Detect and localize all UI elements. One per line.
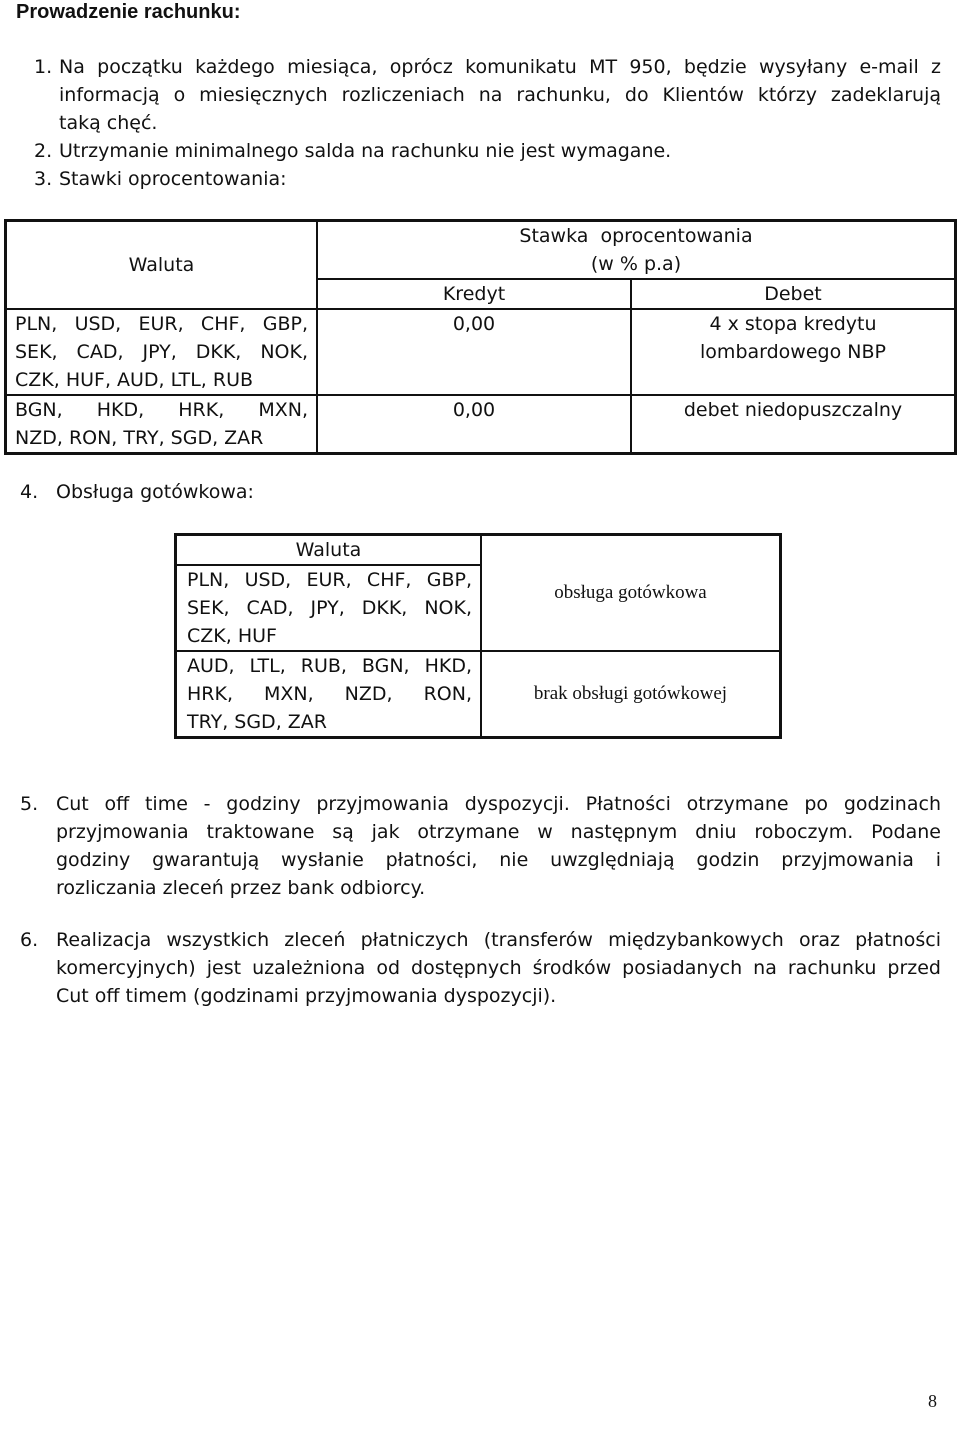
list-item-text — [56, 926, 941, 1010]
text-line: Na początku każdego miesiąca, oprócz komunikatu MT 950, będzie wysyłany e-mail z — [59, 56, 941, 78]
debit-line: lombardowego NBP — [700, 341, 886, 363]
currency-line: CZK, HUF, AUD, LTL, RUB — [15, 369, 254, 391]
rate-header — [317, 221, 956, 280]
text-line: godziny gwarantują wysłanie płatności, nie uwzględniają godzin przyjmowania i — [56, 849, 941, 871]
currency-header — [6, 221, 318, 310]
credit-cell: 0,00 — [317, 309, 631, 395]
text-line: przyjmowania traktowane są jak otrzymane w następnym dniu roboczym. Podane — [56, 821, 941, 843]
text-line: informacją o miesięcznych rozliczeniach na rachunku, do Klientów którzy zadeklarują — [59, 84, 941, 106]
service-cell: brak obsługi gotówkowej — [481, 651, 781, 738]
text-line: Cut off timem (godzinami przyjmowania dyspozycji). — [56, 985, 557, 1007]
text-line: komercyjnych) jest uzależniona od dostępnych środków posiadanych na rachunku przed — [56, 957, 941, 979]
currency-line: SEK, CAD, JPY, DKK, NOK, — [15, 341, 308, 363]
rate-header-line: Stawka oprocentowania — [519, 225, 753, 247]
service-cell: obsługa gotówkowa — [481, 535, 781, 652]
credit-header: Kredyt — [317, 279, 631, 309]
list-item-number: 2. — [34, 140, 53, 162]
page-number: 8 — [928, 1391, 937, 1411]
list-item-number: 5. — [20, 793, 39, 815]
list-item-number: 1. — [34, 56, 53, 78]
list-item-text — [59, 53, 941, 137]
text-line: Realizacja wszystkich zleceń płatniczych (transferów międzybankowych oraz płatności — [56, 929, 941, 951]
list-item-text: Obsługa gotówkowa: — [56, 481, 254, 503]
currency-header: Waluta — [176, 535, 482, 566]
currency-line: CZK, HUF — [187, 625, 277, 647]
currency-line: SEK, CAD, JPY, DKK, NOK, — [187, 597, 472, 619]
currency-line: TRY, SGD, ZAR — [187, 711, 327, 733]
currency-cell — [6, 309, 318, 395]
debit-cell — [631, 395, 956, 454]
currency-line: PLN, USD, EUR, CHF, GBP, — [15, 313, 308, 335]
currency-line: NZD, RON, TRY, SGD, ZAR — [15, 427, 264, 449]
list-item-text — [56, 790, 941, 902]
interest-rates-table — [4, 219, 957, 455]
debit-header: Debet — [631, 279, 956, 309]
section-heading: Prowadzenie rachunku: — [16, 1, 241, 23]
list-item-number: 4. — [20, 481, 39, 503]
currency-line: AUD, LTL, RUB, BGN, HKD, — [187, 655, 472, 677]
list-item-number: 3. — [34, 168, 53, 190]
cash-service-table — [174, 533, 782, 739]
currency-line: PLN, USD, EUR, CHF, GBP, — [187, 569, 472, 591]
currency-line: BGN, HKD, HRK, MXN, — [15, 399, 308, 421]
credit-cell: 0,00 — [317, 395, 631, 454]
list-item-text: Utrzymanie minimalnego salda na rachunku nie jest wymagane. — [59, 140, 672, 162]
currency-header-label: Waluta — [128, 254, 195, 276]
debit-line: debet niedopuszczalny — [683, 399, 903, 421]
text-line: rozliczania zleceń przez bank odbiorcy. — [56, 877, 426, 899]
currency-line: HRK, MXN, NZD, RON, — [187, 683, 472, 705]
currency-cell — [176, 651, 482, 738]
rate-header-line: (w % p.a) — [590, 253, 682, 275]
text-line: Cut off time - godziny przyjmowania dyspozycji. Płatności otrzymane po godzinach — [56, 793, 941, 815]
debit-cell — [631, 309, 956, 395]
currency-cell — [176, 565, 482, 651]
list-item-number: 6. — [20, 929, 39, 951]
debit-line: 4 x stopa kredytu — [709, 313, 877, 335]
text-line: taką chęć. — [59, 112, 158, 134]
currency-cell — [6, 395, 318, 454]
list-item-text: Stawki oprocentowania: — [59, 168, 287, 190]
